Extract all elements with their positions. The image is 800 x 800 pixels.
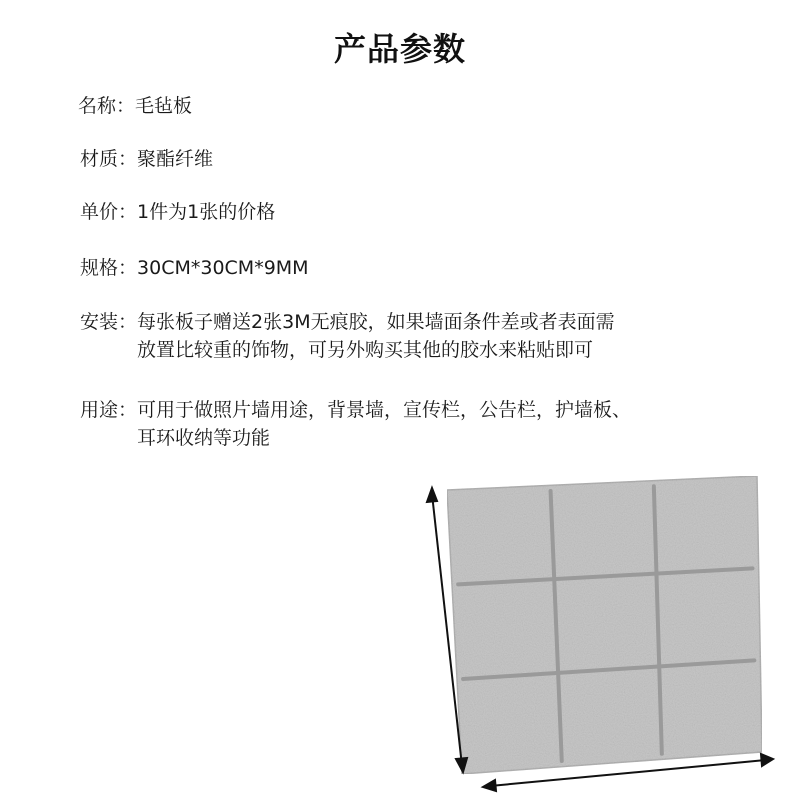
width-arrow-right-icon [761,754,773,766]
spec-value: 聚酯纤维 [137,148,214,170]
spec-label: 名称： [78,95,136,117]
spec-label: 规格： [80,257,138,279]
felt-board [447,476,762,774]
spec-price-row [80,198,275,226]
width-arrow-left-icon [483,780,496,791]
spec-label: 用途： [80,399,138,421]
spec-value: 1件为1张的价格 [137,201,276,223]
spec-label: 单价： [80,201,138,223]
spec-install-row [80,308,740,364]
page-title: 产品参数 [333,30,466,68]
spec-name-row [78,92,192,120]
spec-value: 可用于做照片墙用途，背景墙，宣传栏，公告栏，护墙板、 耳环收纳等功能 [137,399,632,449]
spec-usage-row [80,396,750,452]
height-arrow-top-icon [427,488,437,502]
spec-label: 安装： [80,311,138,333]
felt-board-illustration [410,470,800,800]
product-image [410,470,800,800]
spec-material-row [80,145,213,173]
spec-value: 30CM*30CM*9MM [137,257,309,279]
spec-value: 毛毡板 [135,95,193,117]
felt-board-surface [447,476,762,774]
spec-label: 材质： [80,148,138,170]
spec-value: 每张板子赠送2张3M无痕胶，如果墙面条件差或者表面需 放置比较重的饰物，可另外购买其他的胶水来粘贴即可 [137,311,615,361]
spec-size-row [80,254,309,282]
